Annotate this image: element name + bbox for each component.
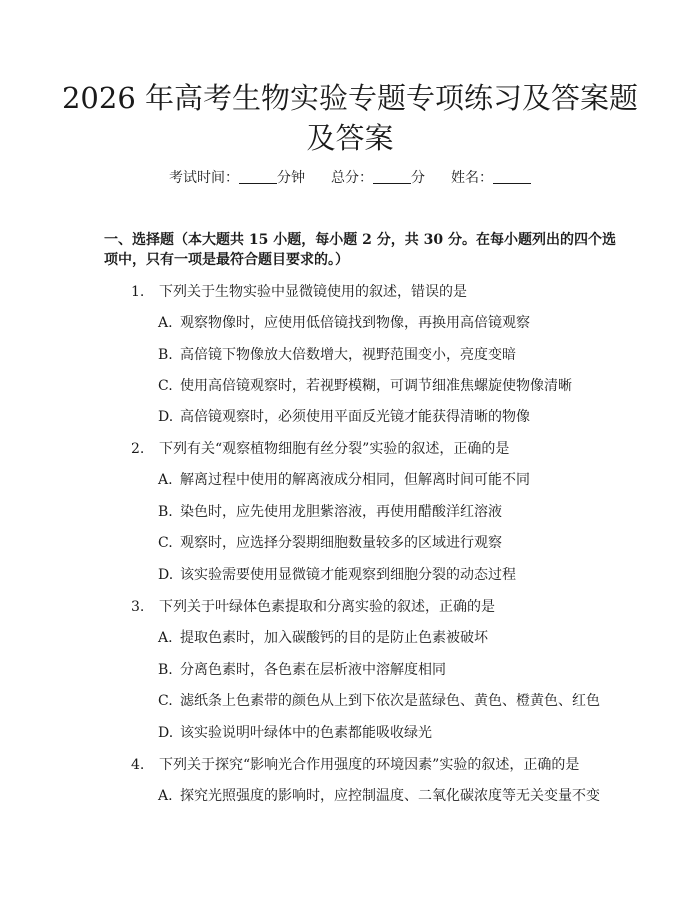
- question-number: 4.: [131, 757, 145, 773]
- question-3: [131, 597, 495, 617]
- name-label: 姓名：: [451, 170, 493, 186]
- option-4a[interactable]: [158, 786, 600, 806]
- option-letter: A.: [158, 315, 173, 331]
- time-blank[interactable]: [239, 169, 277, 184]
- option-text: 观察时，应选择分裂期细胞数量较多的区域进行观察: [180, 535, 502, 551]
- option-3b[interactable]: [158, 660, 446, 680]
- question-stem: 下列关于叶绿体色素提取和分离实验的叙述，正确的是: [159, 599, 495, 615]
- option-3a[interactable]: [158, 628, 488, 648]
- section-heading-line-2: 项中，只有一项是最符合题目要求的。）: [104, 252, 349, 268]
- option-1b[interactable]: [158, 345, 516, 365]
- exam-info: [0, 168, 700, 188]
- option-text: 使用高倍镜观察时，若视野模糊，可调节细准焦螺旋使物像清晰: [180, 378, 572, 394]
- score-blank[interactable]: [373, 169, 411, 184]
- option-letter: B.: [158, 347, 173, 363]
- option-3d[interactable]: [158, 723, 432, 743]
- option-letter: A.: [158, 630, 173, 646]
- question-stem: 下列关于探究“影响光合作用强度的环境因素”实验的叙述，正确的是: [159, 757, 580, 773]
- option-2d[interactable]: [158, 565, 516, 585]
- option-letter: D.: [158, 409, 174, 425]
- question-number: 3.: [131, 599, 145, 615]
- time-unit: 分钟: [277, 170, 305, 186]
- time-label: 考试时间：: [169, 170, 239, 186]
- question-number: 2.: [131, 441, 145, 457]
- option-2b[interactable]: [158, 502, 502, 522]
- option-text: 解离过程中使用的解离液成分相同，但解离时间可能不同: [180, 472, 530, 488]
- option-text: 该实验说明叶绿体中的色素都能吸收绿光: [180, 725, 432, 741]
- question-stem: 下列有关“观察植物细胞有丝分裂”实验的叙述，正确的是: [159, 441, 510, 457]
- question-1: [131, 282, 467, 302]
- option-text: 染色时，应先使用龙胆紫溶液，再使用醋酸洋红溶液: [180, 504, 502, 520]
- option-1d[interactable]: [158, 407, 530, 427]
- option-letter: B.: [158, 504, 173, 520]
- option-letter: B.: [158, 662, 173, 678]
- option-letter: C.: [158, 535, 173, 551]
- option-letter: A.: [158, 788, 173, 804]
- question-4: [131, 755, 579, 775]
- name-blank[interactable]: [493, 169, 531, 184]
- option-text: 观察物像时，应使用低倍镜找到物像，再换用高倍镜观察: [180, 315, 530, 331]
- question-stem: 下列关于生物实验中显微镜使用的叙述，错误的是: [159, 284, 467, 300]
- option-text: 提取色素时，加入碳酸钙的目的是防止色素被破坏: [180, 630, 488, 646]
- option-text: 探究光照强度的影响时，应控制温度、二氧化碳浓度等无关变量不变: [180, 788, 600, 804]
- option-text: 分离色素时，各色素在层析液中溶解度相同: [180, 662, 446, 678]
- option-2a[interactable]: [158, 470, 530, 490]
- option-3c[interactable]: [158, 691, 600, 711]
- score-label: 总分：: [331, 170, 373, 186]
- page-title-line-1: 2026 年高考生物实验专题专项练习及答案题: [61, 81, 639, 115]
- score-unit: 分: [411, 170, 425, 186]
- question-number: 1.: [131, 284, 145, 300]
- option-text: 高倍镜观察时，必须使用平面反光镜才能获得清晰的物像: [180, 409, 530, 425]
- option-text: 该实验需要使用显微镜才能观察到细胞分裂的动态过程: [180, 567, 516, 583]
- option-text: 高倍镜下物像放大倍数增大，视野范围变小，亮度变暗: [180, 347, 516, 363]
- section-heading-line-1: 一、选择题（本大题共 15 小题，每小题 2 分，共 30 分。在每小题列出的四个选: [104, 232, 616, 248]
- option-letter: C.: [158, 693, 173, 709]
- page-title-line-2: 及答案: [306, 121, 394, 155]
- question-2: [131, 439, 509, 459]
- option-text: 滤纸条上色素带的颜色从上到下依次是蓝绿色、黄色、橙黄色、红色: [180, 693, 600, 709]
- option-letter: C.: [158, 378, 173, 394]
- option-letter: A.: [158, 472, 173, 488]
- option-letter: D.: [158, 567, 174, 583]
- option-1a[interactable]: [158, 313, 530, 333]
- option-1c[interactable]: [158, 376, 572, 396]
- option-2c[interactable]: [158, 533, 502, 553]
- option-letter: D.: [158, 725, 174, 741]
